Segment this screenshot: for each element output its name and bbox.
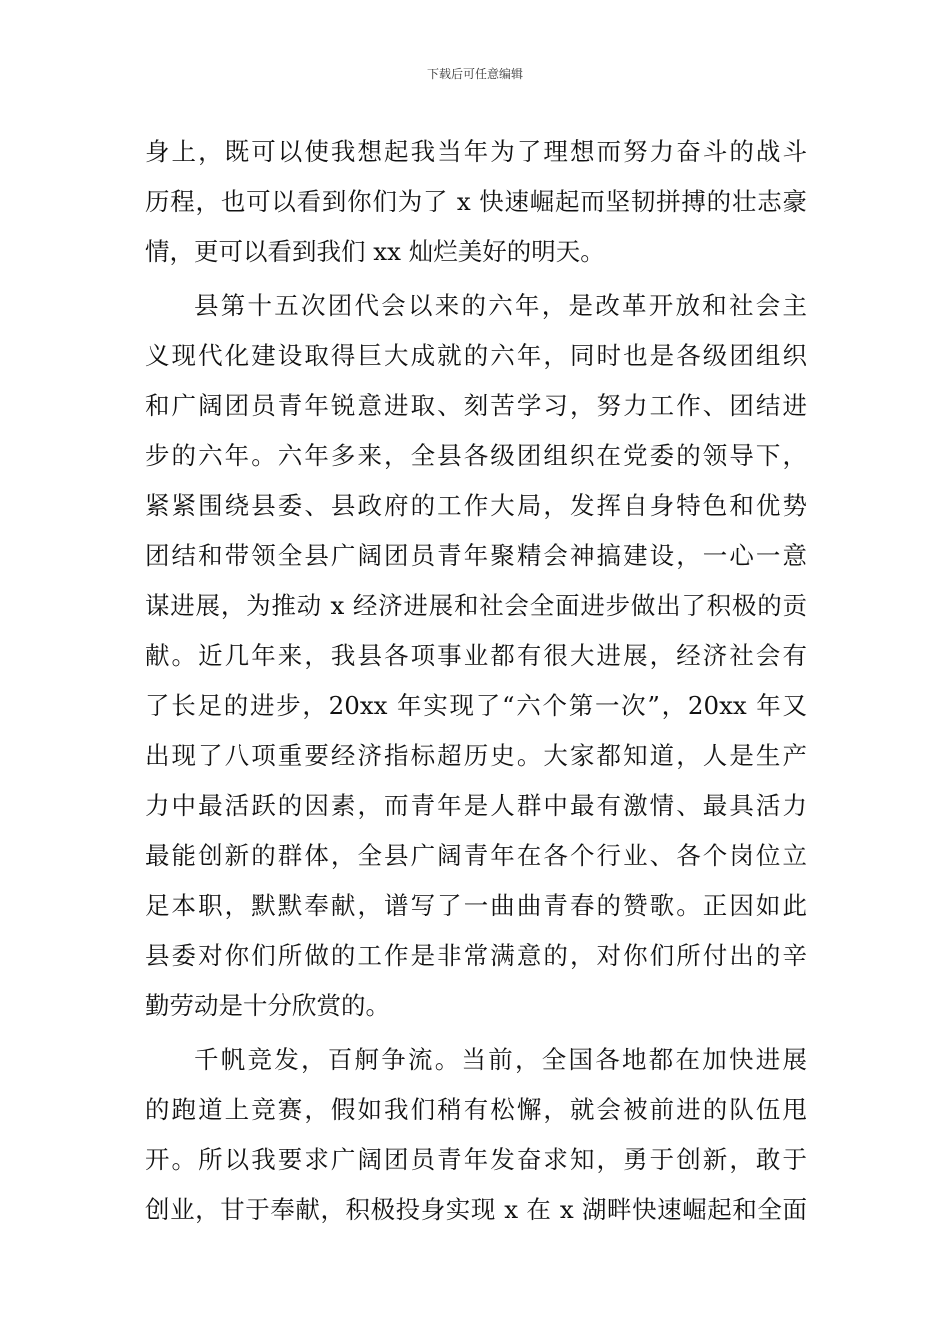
text-line: 献。近几年来，我县各项事业都有很大进展，经济社会有 xyxy=(145,641,807,670)
page-header: 下载后可任意编辑 xyxy=(426,67,523,81)
text-line: 县委对你们所做的工作是非常满意的，对你们所付出的辛 xyxy=(145,941,807,970)
text-line: 出现了八项重要经济指标超历史。大家都知道，人是生产 xyxy=(145,741,807,770)
text-line: 历程，也可以看到你们为了 x 快速崛起而坚韧拼搏的壮志豪 xyxy=(145,187,807,216)
text-line: 义现代化建设取得巨大成就的六年，同时也是各级团组织 xyxy=(145,341,807,370)
text-line: 力中最活跃的因素，而青年是人群中最有激情、最具活力 xyxy=(145,791,807,820)
text-line: 步的六年。六年多来，全县各级团组织在党委的领导下， xyxy=(145,441,807,470)
text-line: 和广阔团员青年锐意进取、刻苦学习，努力工作、团结进 xyxy=(145,391,807,420)
text-line: 开。所以我要求广阔团员青年发奋求知，勇于创新，敢于 xyxy=(145,1145,807,1174)
text-line: 紧紧围绕县委、县政府的工作大局，发挥自身特色和优势 xyxy=(145,491,807,520)
text-line: 谋进展，为推动 x 经济进展和社会全面进步做出了积极的贡 xyxy=(145,591,807,620)
text-line: 的跑道上竞赛，假如我们稍有松懈，就会被前进的队伍甩 xyxy=(145,1095,807,1124)
document-body xyxy=(145,127,807,1235)
text-line: 创业，甘于奉献，积极投身实现 x 在 x 湖畔快速崛起和全面 xyxy=(145,1195,807,1224)
text-line: 勤劳动是十分欣赏的。 xyxy=(145,991,390,1020)
text-line: 身上，既可以使我想起我当年为了理想而努力奋斗的战斗 xyxy=(145,137,807,166)
text-line: 最能创新的群体，全县广阔青年在各个行业、各个岗位立 xyxy=(145,841,807,870)
text-line: 了长足的进步，20xx 年实现了“六个第一次”，20xx 年又 xyxy=(145,691,807,720)
text-line: 团结和带领全县广阔团员青年聚精会神搞建设，一心一意 xyxy=(145,541,807,570)
text-line: 足本职，默默奉献，谱写了一曲曲青春的赞歌。正因如此 xyxy=(145,891,807,920)
text-line: 县第十五次团代会以来的六年，是改革开放和社会主 xyxy=(194,291,807,320)
text-line: 千帆竞发，百舸争流。当前，全国各地都在加快进展 xyxy=(194,1045,807,1074)
text-line: 情，更可以看到我们 xx 灿烂美好的明天。 xyxy=(145,237,605,266)
